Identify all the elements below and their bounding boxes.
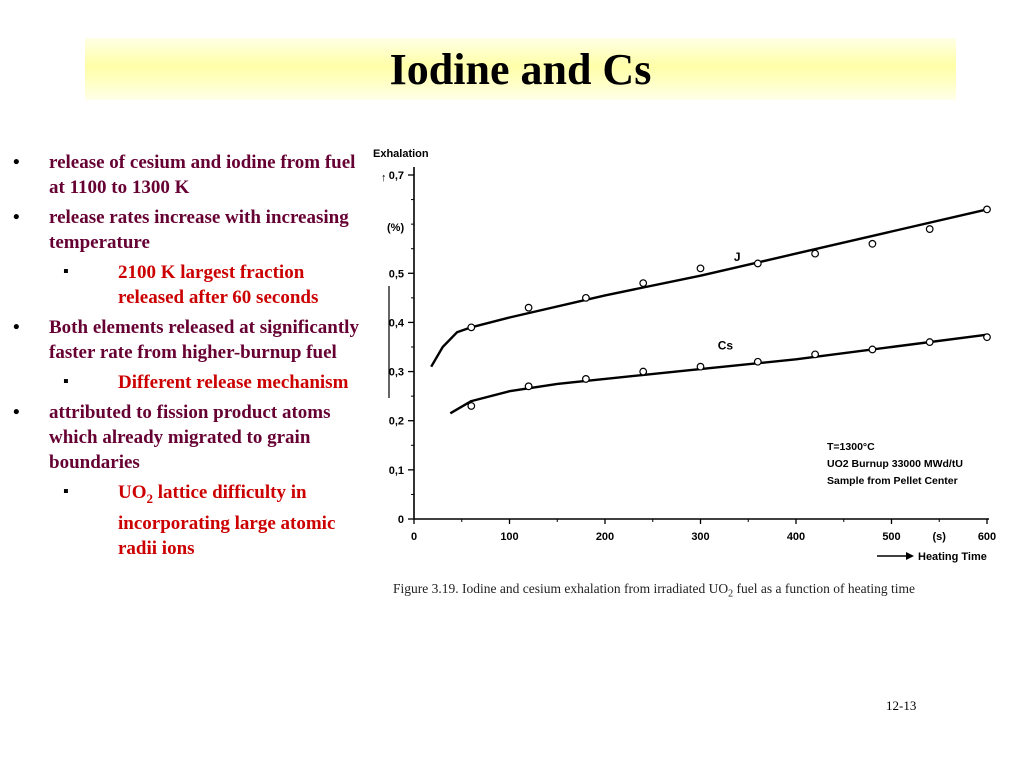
y-tick-label: 0,7: [388, 170, 404, 182]
exhalation-chart: [365, 138, 1005, 570]
chart-ticks: [389, 170, 996, 543]
data-point: [984, 206, 991, 213]
annotation-sample: Sample from Pellet Center: [827, 475, 958, 487]
slide-number: 12-13: [886, 698, 917, 713]
y-tick-label: 0,5: [388, 268, 404, 281]
data-point: [468, 403, 475, 410]
data-point: [926, 339, 933, 346]
series-curve-j: [431, 209, 987, 366]
data-point: [812, 351, 819, 358]
y-axis-up-arrow: ↑: [381, 172, 387, 184]
slide-title: Iodine and Cs: [389, 45, 652, 94]
y-tick-label: 0: [397, 514, 404, 526]
y-axis-unit: (%): [387, 222, 405, 234]
data-point: [812, 250, 819, 257]
series-label-cs: Cs: [717, 338, 734, 353]
caption-text-after: fuel as a function of heating time: [733, 581, 915, 596]
x-tick-label: 600: [977, 531, 997, 543]
data-point: [755, 260, 762, 267]
bullet-item: • release rates increase with increasing temperature: [8, 205, 360, 255]
data-point: [583, 376, 590, 383]
sub-bullet-item: ▪ 2100 K largest fraction released after 60 seconds: [8, 260, 360, 310]
y-tick-label: 0,4: [388, 317, 404, 330]
x-tick-label: 0: [410, 531, 418, 543]
sub-bullet-subscript: 2: [146, 490, 153, 506]
x-axis-arrow-head: [906, 552, 914, 560]
annotation-temperature: T=1300°C: [827, 441, 875, 453]
y-tick-label: 0,3: [388, 366, 404, 379]
x-axis-unit: (s): [932, 531, 946, 543]
caption-subscript: 2: [728, 588, 734, 600]
sub-bullet-item: [8, 480, 360, 561]
data-point: [984, 334, 991, 341]
data-point: [755, 358, 762, 365]
chart-curves: [431, 209, 987, 413]
sub-bullet-item: ▪ Different release mechanism: [8, 370, 360, 395]
data-point: [525, 304, 532, 311]
chart-points: [468, 206, 990, 409]
data-point: [583, 295, 590, 302]
x-tick-label: 500: [882, 531, 901, 543]
annotation-burnup: UO2 Burnup 33000 MWd/tU: [827, 458, 963, 470]
data-point: [697, 363, 704, 370]
data-point: [697, 265, 704, 272]
x-tick-label: 300: [691, 531, 710, 543]
data-point: [525, 383, 532, 390]
y-tick-label: 0,1: [388, 464, 404, 477]
x-tick-label: 400: [786, 531, 806, 543]
bullet-list: [8, 150, 360, 566]
figure-caption: [393, 580, 1008, 603]
x-axis-title: Heating Time: [918, 551, 987, 563]
bullet-item: • release of cesium and iodine from fuel at 1100 to 1300 K: [8, 150, 360, 200]
caption-text-before: Figure 3.19. Iodine and cesium exhalation from irradiated UO: [393, 581, 729, 596]
data-point: [468, 324, 475, 331]
x-tick-label: 200: [595, 531, 615, 543]
bullet-item: • Both elements released at significantly faster rate from higher-burnup fuel: [8, 315, 360, 365]
bullet-item: • attributed to fission product atoms which already migrated to grain boundaries: [8, 400, 360, 475]
sub-bullet-text-before: UO: [118, 482, 147, 503]
sub-bullet-text-after: lattice difficulty in incorporating large atomic radii ions: [118, 482, 336, 559]
data-point: [869, 346, 876, 353]
data-point: [869, 241, 876, 248]
x-tick-label: 100: [500, 531, 519, 543]
chart-labels: [373, 148, 987, 563]
data-point: [926, 226, 933, 233]
data-point: [640, 280, 647, 287]
y-tick-label: 0,2: [388, 415, 404, 428]
series-label-j: J: [733, 250, 741, 264]
data-point: [640, 368, 647, 375]
y-axis-title: Exhalation: [373, 148, 429, 160]
